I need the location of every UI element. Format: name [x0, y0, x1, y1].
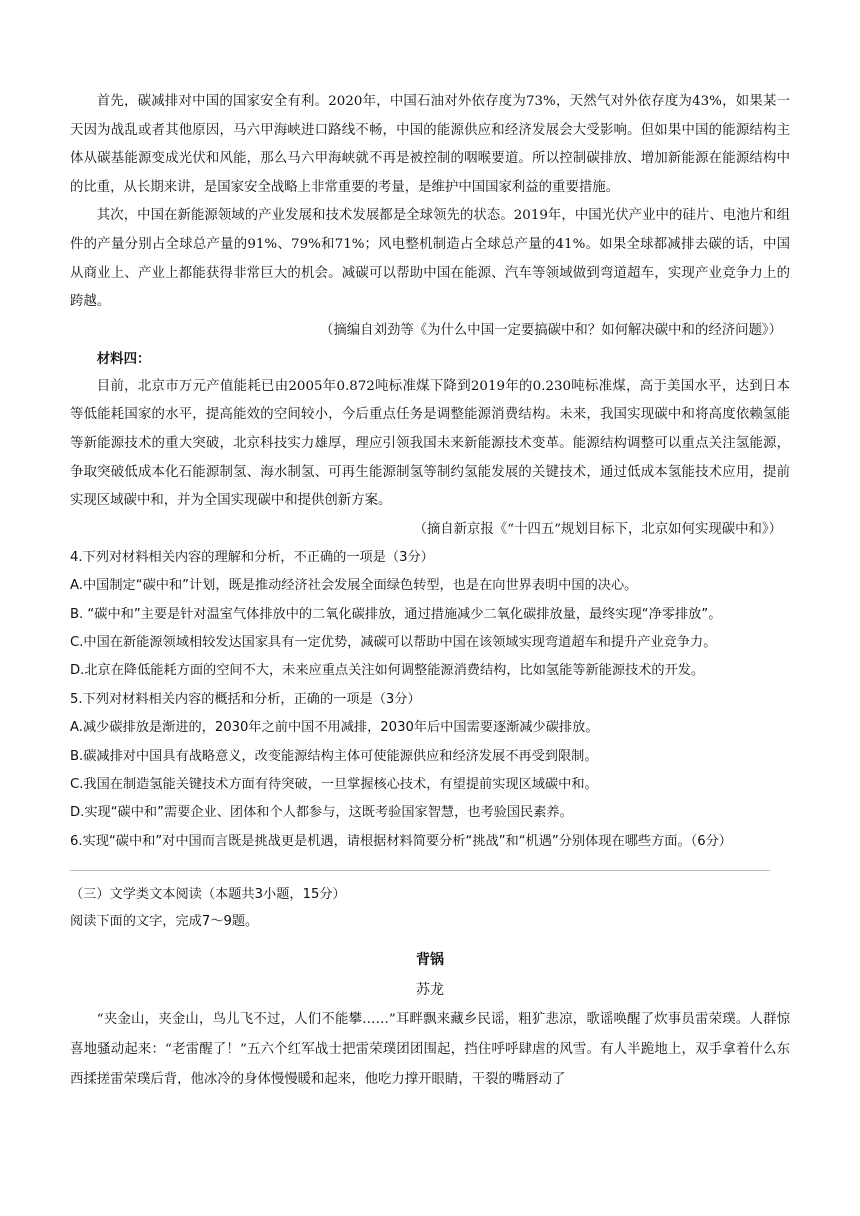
material4-paragraph: 目前，北京市万元产值能耗已由2005年0.872吨标准煤下降到2019年的0.230吨标准煤，高于美国水平，达到日本等低能耗国家的水平，提高能效的空间较小，今后重点任务是调整能源消费结构。未来，我国实现碳中和将高度依赖氢能等新能源技术的重大突破，北京科技实力雄厚，理应引领我国未来新能源技术变革。能源结构调整可以重点关注氢能源，争取突破低成本化石能源制氢、海水制氢、可再生能源制氢等制约氢能发展的关键技术，通过低成本氢能技术应用，提前实现区域碳中和，并为全国实现碳中和提供创新方案。 [70, 378, 790, 509]
section-3-instruction: 阅读下面的文字，完成7～9题。 [70, 914, 259, 930]
material4-source: （摘自新京报《“十四五”规划目标下，北京如何实现碳中和》） [413, 521, 782, 537]
question-5-option-a: A.减少碳排放是渐进的，2030年之前中国不用减排，2030年后中国需要逐渐减少碳排放。 [70, 720, 599, 736]
question-4-option-b: B. “碳中和”主要是针对温室气体排放中的二氧化碳排放，通过措施减少二氧化碳排放量，最终实现“净零排放”。 [70, 606, 722, 622]
story-paragraph-1: “夹金山，夹金山，鸟儿飞不过，人们不能攀……”耳畔飘来藏乡民谣，粗犷悲凉，歌谣唤醒了炊事员雷荣璞。人群惊喜地骚动起来：“老雷醒了！”五六个红军战士把雷荣璞团团围起，挡住呼呼肆虐的风雪。有人半跪地上，双手拿着什么东西揉搓雷荣璞后背，他冰冷的身体慢慢暖和起来，他吃力撑开眼睛，干裂的嘴唇动了 [70, 1012, 790, 1088]
question-5-option-d: D.实现“碳中和”需要企业、团体和个人都参与，这既考验国家智慧，也考验国民素养。 [70, 805, 573, 821]
section-divider [70, 870, 770, 871]
question-5-option-c: C.我国在制造氢能关键技术方面有待突破，一旦掌握核心技术，有望提前实现区域碳中和。 [70, 776, 598, 792]
material3-paragraph-2: 其次，中国在新能源领域的产业发展和技术发展都是全球领先的状态。2019年，中国光伏产业中的硅片、电池片和组件的产量分别占全球总产量的91%、79%和71%；风电整机制造占全球总产量的41%。如果全球都减排去碳的话，中国从商业上、产业上都能获得非常巨大的机会。减碳可以帮助中国在能源、汽车等领域做到弯道超车，实现产业竞争力上的跨越。 [70, 208, 790, 310]
question-4: 4.下列对材料相关内容的理解和分析，不正确的一项是（3分） [70, 549, 434, 565]
material4-heading: 材料四： [96, 350, 151, 367]
story-title: 背锅 [416, 952, 444, 969]
material3-source: （摘编自刘劲等《为什么中国一定要搞碳中和？如何解决碳中和的经济问题》） [320, 322, 782, 338]
question-5: 5.下列对材料相关内容的概括和分析，正确的一项是（3分） [70, 691, 421, 707]
question-6: 6.实现“碳中和”对中国而言既是挑战更是机遇，请根据材料简要分析“挑战”和“机遇”分别体现在哪些方面。（6分） [70, 833, 732, 849]
material3-paragraph-1: 首先，碳减排对中国的国家安全有利。2020年，中国石油对外依存度为73%，天然气对外依存度为43%，如果某一天因为战乱或者其他原因，马六甲海峡进口路线不畅，中国的能源供应和经济发展会大受影响。但如果中国的能源结构主体从碳基能源变成光伏和风能，那么马六甲海峡就不再是被控制的咽喉要道。所以控制碳排放、增加新能源在能源结构中的比重，从长期来讲，是国家安全战略上非常重要的考量，是维护中国国家利益的重要措施。 [70, 94, 790, 195]
question-4-option-a: A.中国制定“碳中和”计划，既是推动经济社会发展全面绿色转型，也是在向世界表明中国的决心。 [70, 578, 638, 594]
question-5-option-b: B.碳减排对中国具有战略意义，改变能源结构主体可使能源供应和经济发展不再受到限制。 [70, 748, 598, 764]
question-4-option-c: C.中国在新能源领域相较发达国家具有一定优势，减碳可以帮助中国在该领域实现弯道超车和提升产业竞争力。 [70, 634, 717, 650]
section-3-heading: （三）文学类文本阅读（本题共3小题，15分） [70, 887, 346, 903]
question-4-option-d: D.北京在降低能耗方面的空间不大，未来应重点关注如何调整能源消费结构，比如氢能等新能源技术的开发。 [70, 663, 705, 679]
story-author: 苏龙 [416, 982, 444, 999]
